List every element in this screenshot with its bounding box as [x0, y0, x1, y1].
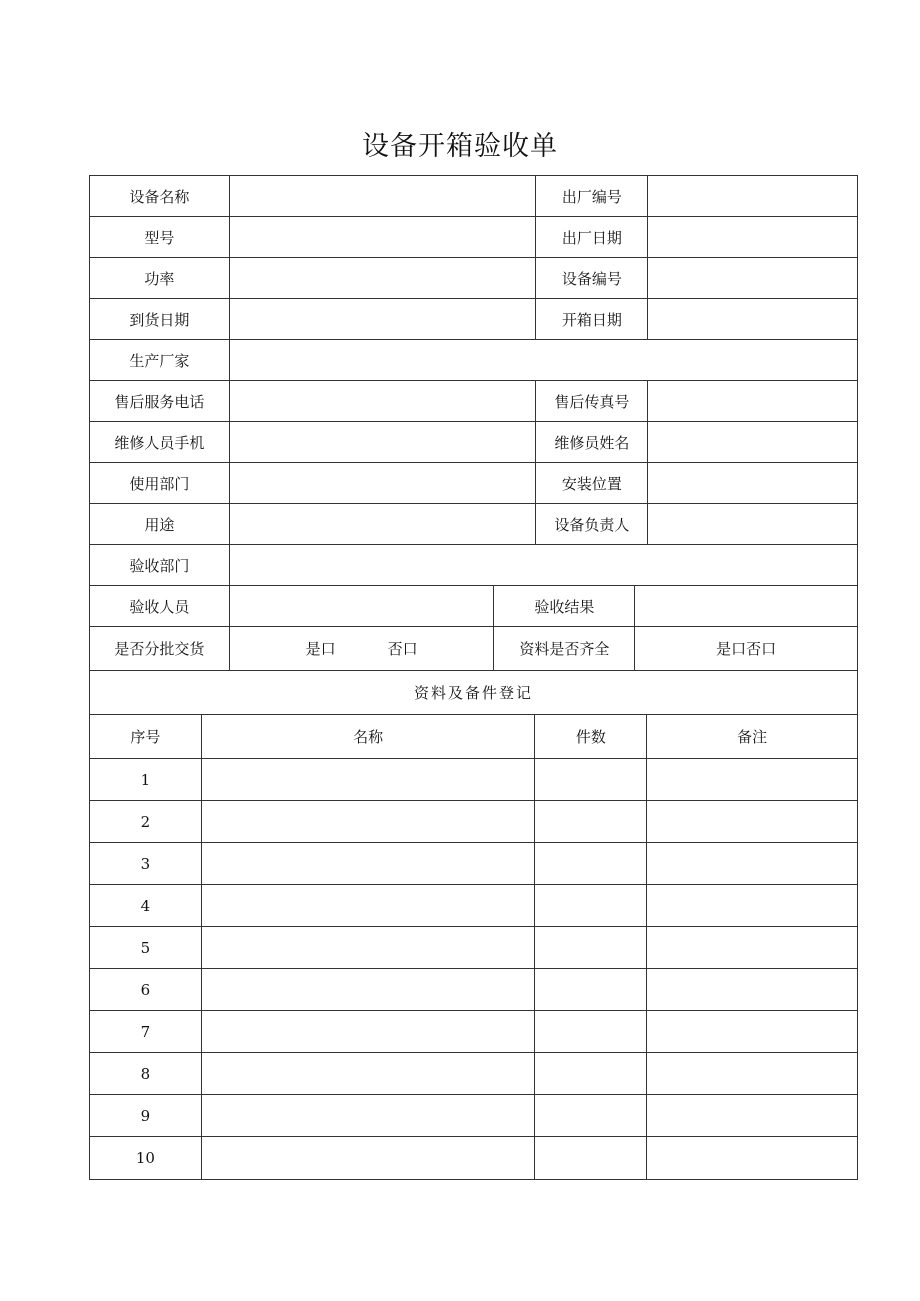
label-install-location: 安装位置: [536, 463, 648, 503]
value-manufacturer[interactable]: [230, 340, 858, 380]
row-qty[interactable]: [535, 1053, 647, 1094]
value-acceptance-department[interactable]: [230, 545, 858, 585]
value-after-sales-fax[interactable]: [648, 381, 858, 421]
value-acceptance-staff[interactable]: [230, 586, 495, 626]
section-title: 资料及备件登记: [90, 671, 858, 714]
row-qty[interactable]: [535, 885, 647, 926]
docs-complete-options[interactable]: 是口否口: [635, 627, 858, 670]
label-repair-phone: 维修人员手机: [90, 422, 230, 462]
label-arrival-date: 到货日期: [90, 299, 230, 339]
table-row: [89, 884, 858, 926]
form-row: [89, 503, 858, 544]
value-repair-phone[interactable]: [230, 422, 537, 462]
value-purpose[interactable]: [230, 504, 537, 544]
label-unpacking-date: 开箱日期: [536, 299, 648, 339]
batch-no-checkbox[interactable]: 否口: [387, 640, 418, 658]
row-seq: 4: [90, 885, 202, 926]
col-header-note: 备注: [647, 715, 858, 758]
registry-header-row: [89, 714, 858, 758]
value-power[interactable]: [230, 258, 537, 298]
row-name[interactable]: [202, 927, 536, 968]
row-note[interactable]: [647, 801, 858, 842]
label-factory-number: 出厂编号: [536, 176, 648, 216]
row-qty[interactable]: [535, 843, 647, 884]
form-row: [89, 216, 858, 257]
row-note[interactable]: [647, 1137, 858, 1179]
row-seq: 3: [90, 843, 202, 884]
value-unpacking-date[interactable]: [648, 299, 858, 339]
label-model: 型号: [90, 217, 230, 257]
page-title: 设备开箱验收单: [362, 131, 558, 162]
row-note[interactable]: [647, 759, 858, 800]
label-after-sales-phone: 售后服务电话: [90, 381, 230, 421]
row-name[interactable]: [202, 1137, 536, 1179]
value-acceptance-result[interactable]: [635, 586, 858, 626]
row-seq: 9: [90, 1095, 202, 1136]
row-note[interactable]: [647, 927, 858, 968]
row-note[interactable]: [647, 969, 858, 1010]
form-row: [89, 585, 858, 626]
row-name[interactable]: [202, 843, 536, 884]
label-equipment-number: 设备编号: [536, 258, 648, 298]
row-note[interactable]: [647, 1053, 858, 1094]
label-after-sales-fax: 售后传真号: [536, 381, 648, 421]
label-manufacturer: 生产厂家: [90, 340, 230, 380]
value-equipment-name[interactable]: [230, 176, 537, 216]
row-seq: 1: [90, 759, 202, 800]
row-note[interactable]: [647, 1011, 858, 1052]
value-arrival-date[interactable]: [230, 299, 537, 339]
value-factory-date[interactable]: [648, 217, 858, 257]
form-row: [89, 544, 858, 585]
row-qty[interactable]: [535, 759, 647, 800]
table-row: [89, 1136, 858, 1180]
row-note[interactable]: [647, 1095, 858, 1136]
form-row: [89, 626, 858, 670]
row-seq: 5: [90, 927, 202, 968]
form-row: [89, 421, 858, 462]
batch-delivery-options: [230, 627, 495, 670]
row-seq: 10: [90, 1137, 202, 1179]
label-power: 功率: [90, 258, 230, 298]
row-seq: 8: [90, 1053, 202, 1094]
table-row: [89, 1052, 858, 1094]
label-repair-name: 维修员姓名: [536, 422, 648, 462]
value-repair-name[interactable]: [648, 422, 858, 462]
table-row: [89, 842, 858, 884]
row-name[interactable]: [202, 885, 536, 926]
form-row: [89, 339, 858, 380]
label-responsible-person: 设备负责人: [536, 504, 648, 544]
form-row: [89, 298, 858, 339]
row-qty[interactable]: [535, 927, 647, 968]
section-header-row: [89, 670, 858, 714]
row-name[interactable]: [202, 801, 536, 842]
row-qty[interactable]: [535, 1137, 647, 1179]
value-using-department[interactable]: [230, 463, 537, 503]
table-row: [89, 758, 858, 800]
row-name[interactable]: [202, 759, 536, 800]
label-acceptance-department: 验收部门: [90, 545, 230, 585]
row-qty[interactable]: [535, 969, 647, 1010]
row-note[interactable]: [647, 843, 858, 884]
row-name[interactable]: [202, 1011, 536, 1052]
label-using-department: 使用部门: [90, 463, 230, 503]
row-seq: 2: [90, 801, 202, 842]
form-row: [89, 462, 858, 503]
label-batch-delivery: 是否分批交货: [90, 627, 230, 670]
value-after-sales-phone[interactable]: [230, 381, 537, 421]
row-qty[interactable]: [535, 801, 647, 842]
table-row: [89, 1010, 858, 1052]
value-responsible-person[interactable]: [648, 504, 858, 544]
label-equipment-name: 设备名称: [90, 176, 230, 216]
row-note[interactable]: [647, 885, 858, 926]
label-acceptance-staff: 验收人员: [90, 586, 230, 626]
form-row: [89, 380, 858, 421]
form-row: [89, 175, 858, 216]
table-row: [89, 968, 858, 1010]
row-seq: 7: [90, 1011, 202, 1052]
label-purpose: 用途: [90, 504, 230, 544]
value-factory-number[interactable]: [648, 176, 858, 216]
label-acceptance-result: 验收结果: [494, 586, 635, 626]
form-row: [89, 257, 858, 298]
row-name[interactable]: [202, 969, 536, 1010]
col-header-seq: 序号: [90, 715, 202, 758]
row-qty[interactable]: [535, 1011, 647, 1052]
row-name[interactable]: [202, 1053, 536, 1094]
value-install-location[interactable]: [648, 463, 858, 503]
col-header-qty: 件数: [535, 715, 647, 758]
label-factory-date: 出厂日期: [536, 217, 648, 257]
table-row: [89, 800, 858, 842]
row-seq: 6: [90, 969, 202, 1010]
batch-yes-checkbox[interactable]: 是口: [305, 640, 336, 658]
label-docs-complete: 资料是否齐全: [494, 627, 635, 670]
table-row: [89, 1094, 858, 1136]
value-equipment-number[interactable]: [648, 258, 858, 298]
row-qty[interactable]: [535, 1095, 647, 1136]
col-header-name: 名称: [202, 715, 536, 758]
acceptance-form: [89, 175, 858, 1180]
row-name[interactable]: [202, 1095, 536, 1136]
value-model[interactable]: [230, 217, 537, 257]
table-row: [89, 926, 858, 968]
